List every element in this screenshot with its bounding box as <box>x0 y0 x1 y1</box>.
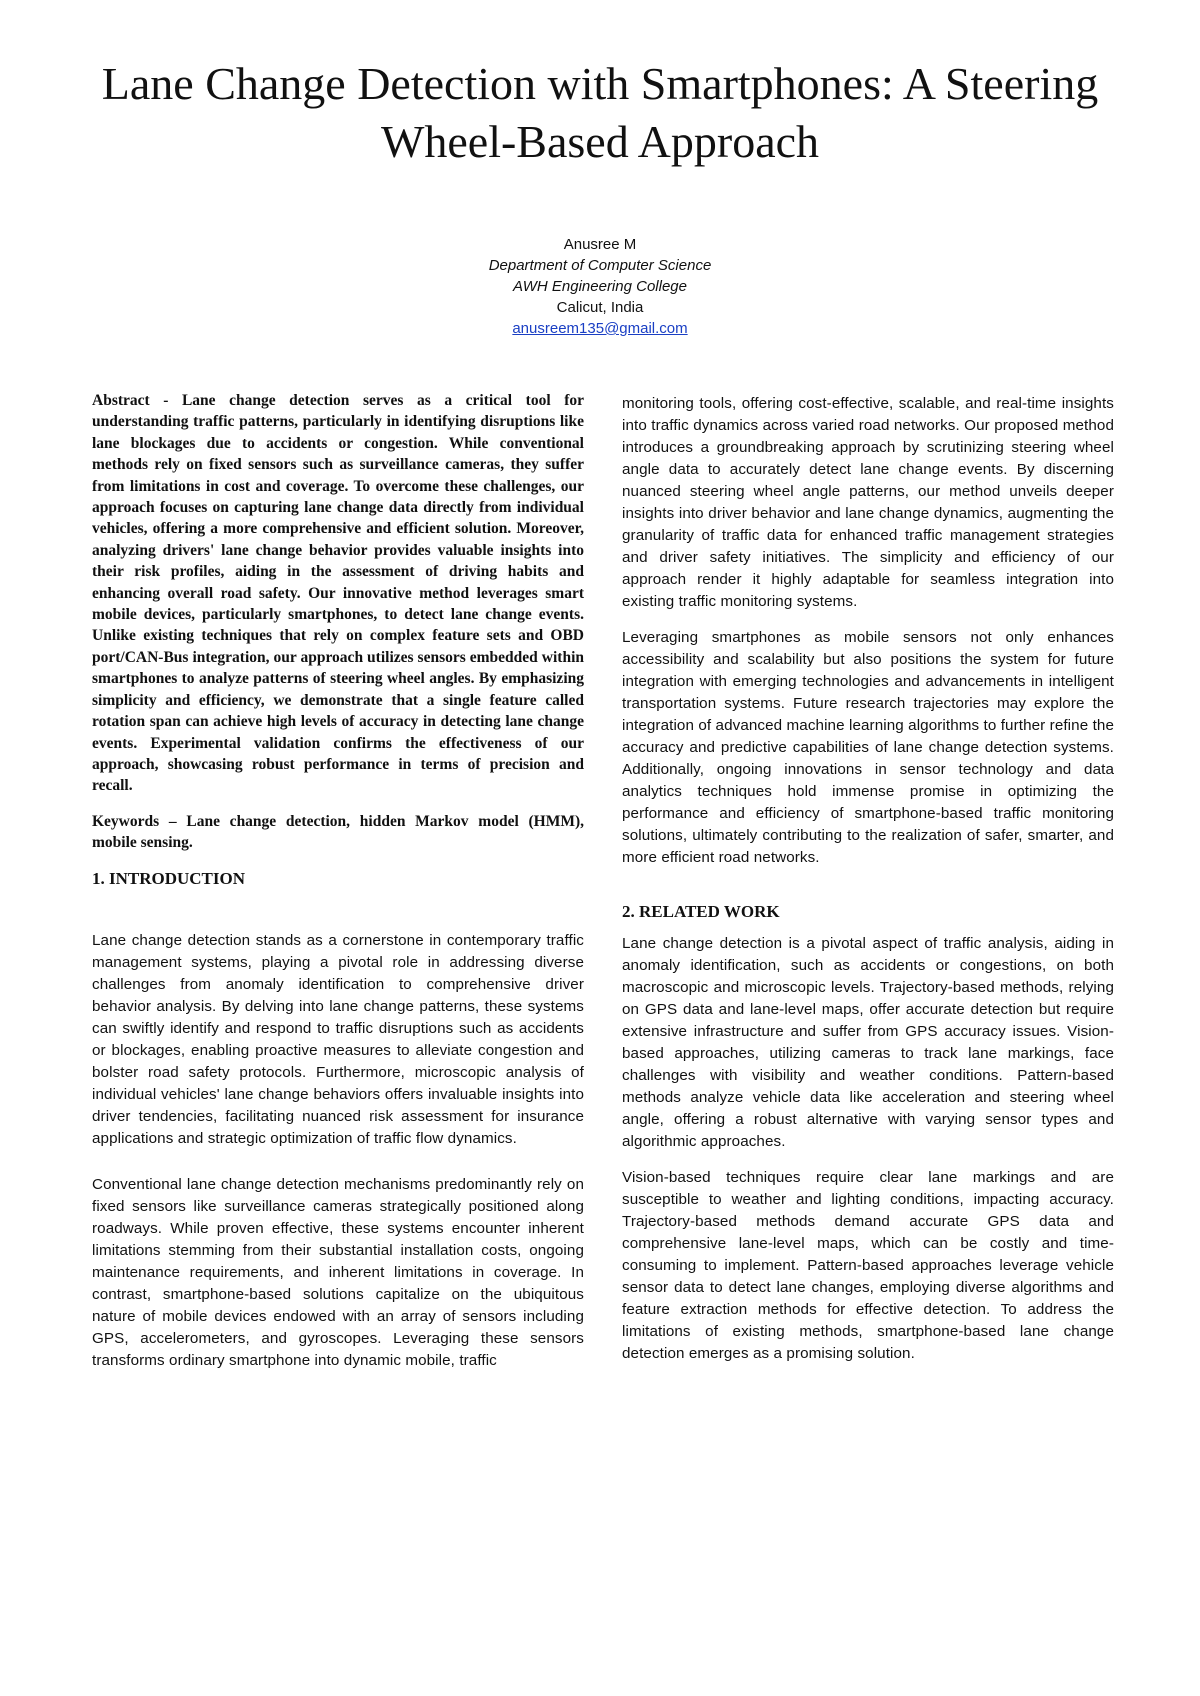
author-institution: AWH Engineering College <box>513 278 687 295</box>
section-heading-introduction: 1. INTRODUCTION <box>92 868 246 888</box>
intro-paragraph-2: Conventional lane change detection mechanisms predominantly rely on fixed sensors like surveillance cameras strategically positioned along roadways. While proven effective, these systems encounter inherent limitations stemming from their substantial installation costs, ongoing maintenance requirements, and inherent limitations in coverage. In contrast, smartphone-based solutions capitalize on the ubiquitous nature of mobile devices endowed with an array of sensors including GPS, accelerometers, and gyroscopes. Leveraging these sensors transforms ordinary smartphone into dynamic mobile, traffic <box>92 1175 584 1369</box>
related-paragraph-2: Vision-based techniques require clear lane markings and are susceptible to weather and lighting conditions, impacting accuracy. Trajectory-based methods demand accurate GPS data and comprehensive lane-level maps, which can be costly and time-consuming to implement. Pattern-based approaches leverage vehicle sensor data to detect lane changes, employing diverse algorithms and feature extraction methods for effective detection. To address the limitations of existing methods, smartphone-based lane change detection emerges as a promising solution. <box>622 1169 1114 1362</box>
related-paragraph-1: Lane change detection is a pivotal aspect of traffic analysis, aiding in anomaly identification, such as accidents or congestions, on both macroscopic and microscopic levels. Trajectory-based methods, relying on GPS data and lane-level maps, offer accurate detection but require extensive infrastructure and suffer from GPS accuracy issues. Vision-based approaches, utilizing cameras to track lane markings, face challenges with visibility and weather conditions. Pattern-based methods analyze vehicle data like acceleration and steering wheel angle, offering a robust alternative with varying sensor types and algorithmic approaches. <box>622 935 1114 1150</box>
intro-paragraph-2-continued: monitoring tools, offering cost-effective, scalable, and real-time insights into traffic dynamics across varied road networks. Our proposed method introduces a groundbreaking approach by scrutinizing steering wheel angle data to accurately detect lane change events. By discerning nuanced steering wheel angle patterns, our method unveils deeper insights into driver behavior and lane change dynamics, augmenting the granularity of traffic data for enhanced traffic management strategies and driver safety initiatives. The simplicity and efficiency of our approach render it highly adaptable for seamless integration into existing traffic monitoring systems. <box>622 395 1114 610</box>
author-block <box>300 234 900 339</box>
author-department: Department of Computer Science <box>488 257 712 274</box>
right-column <box>622 393 1114 1379</box>
author-name: Anusree M <box>563 236 637 253</box>
author-email-link[interactable]: anusreem135@gmail.com <box>512 320 688 337</box>
author-location: Calicut, India <box>556 299 644 316</box>
left-column <box>92 390 584 1386</box>
section-heading-related-work: 2. RELATED WORK <box>622 902 780 921</box>
intro-paragraph-1: Lane change detection stands as a cornerstone in contemporary traffic management systems, playing a pivotal role in addressing diverse challenges from anomaly identification to comprehensive driver behavior analysis. By delving into lane change patterns, these systems can swiftly identify and respond to traffic disruptions such as accidents or blockages, enabling proactive measures to alleviate congestion and bolster road safety protocols. Furthermore, microscopic analysis of individual vehicles' lane change behaviors offers invaluable insights into driver tendencies, facilitating nuanced risk assessment for insurance applications and strategic optimization of traffic flow dynamics. <box>92 931 584 1147</box>
abstract: Abstract - Lane change detection serves as a critical tool for understanding traffic patterns, particularly in identifying disruptions like lane blockages due to accidents or congestion. While conventional methods rely on fixed sensors such as surveillance cameras, they suffer from limitations in cost and coverage. To overcome these challenges, our approach focuses on capturing lane change data directly from individual vehicles, offering a more comprehensive and efficient solution. Moreover, analyzing drivers' lane change behavior provides valuable insights into their risk profiles, aiding in the assessment of driving habits and enhancing overall road safety. Our innovative method leverages smart mobile devices, particularly smartphones, to detect lane change events. Unlike existing techniques that rely on complex feature sets and OBD port/CAN-Bus integration, our approach utilizes sensors embedded within smartphones to analyze patterns of steering wheel angles. By emphasizing simplicity and efficiency, we demonstrate that a single feature called rotation span can achieve high levels of accuracy in detecting lane change events. Experimental validation confirms the effectiveness of our approach, showcasing robust performance in terms of precision and recall. <box>92 392 584 795</box>
intro-paragraph-3: Leveraging smartphones as mobile sensors not only enhances accessibility and scalability but also positions the system for future integration with emerging technologies and advancements in intelligent transportation systems. Future research trajectories may explore the integration of advanced machine learning algorithms to further refine the accuracy and predictive capabilities of lane change detection systems. Additionally, ongoing innovations in sensor technology and data analytics techniques hold immense promise in optimizing the performance and efficiency of smartphone-based traffic monitoring solutions, ultimately contributing to the realization of safer, smarter, and more efficient road networks. <box>622 629 1114 866</box>
keywords: Keywords – Lane change detection, hidden Markov model (HMM), mobile sensing. <box>92 812 584 852</box>
paper-title: Lane Change Detection with Smartphones: A Steering Wheel-Based Approach <box>101 58 1099 167</box>
